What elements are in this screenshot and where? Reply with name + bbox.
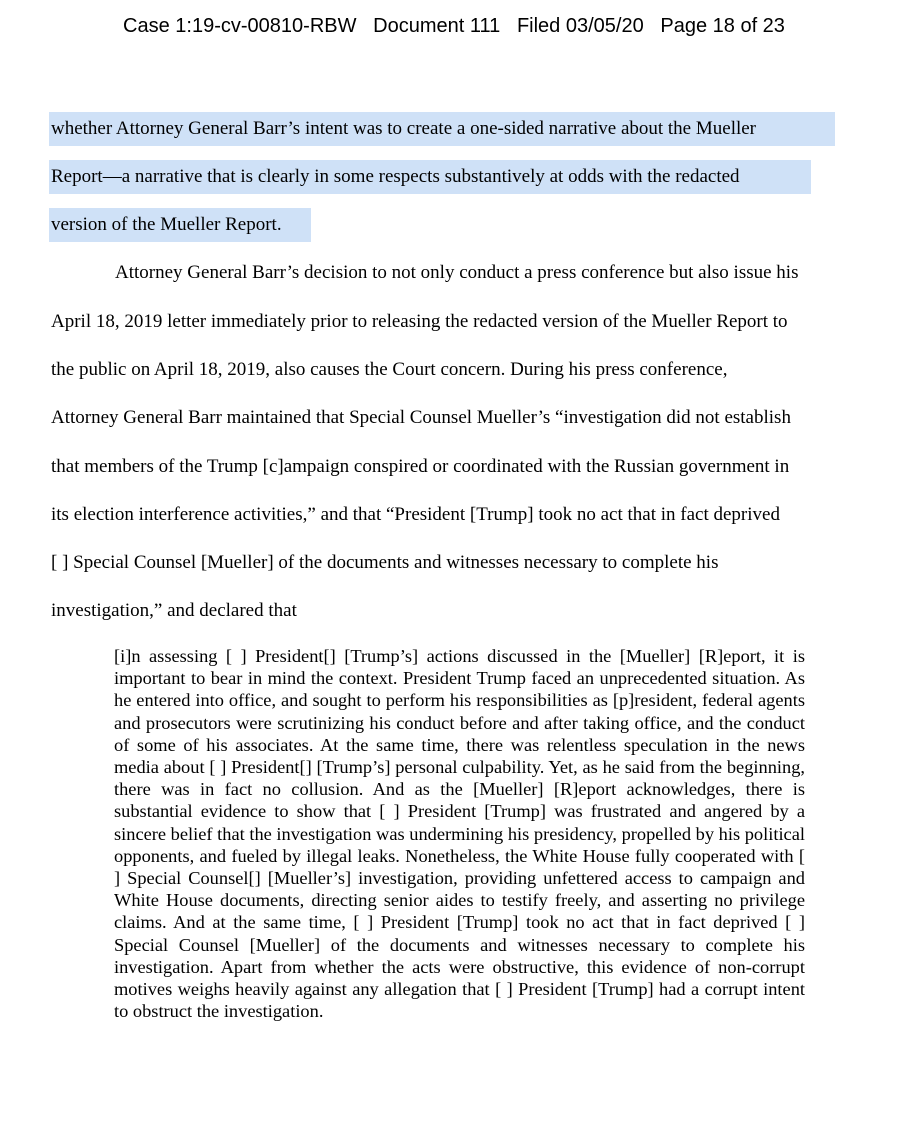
paragraph-line: April 18, 2019 letter immediately prior to releasing the redacted version of the Mueller Report to (51, 311, 788, 332)
paragraph-line: investigation,” and declared that (51, 600, 297, 621)
paragraph-line: [ ] Special Counsel [Mueller] of the documents and witnesses necessary to complete his (51, 552, 719, 573)
highlighted-line: whether Attorney General Barr’s intent was to create a one-sided narrative about the Mueller (51, 118, 757, 139)
highlighted-line: Report—a narrative that is clearly in some respects substantively at odds with the redacted (51, 166, 740, 187)
document-header (0, 12, 908, 40)
paragraph-line: that members of the Trump [c]ampaign conspired or coordinated with the Russian government in (51, 456, 790, 477)
block-quote: [i]n assessing [ ] President[] [Trump’s] actions discussed in the [Mueller] [R]eport, it is important to bear in mind the context. President Trump faced an unprecedented situation. As he entered into office, and sought to perform his responsibilities as [p]resident, federal agents and prosecutors were scrutinizing his conduct before and after taking office, and the conduct of some of his associates. At the same time, there was relentless speculation in the news media about [ ] President[] [Trump’s] personal culpability. Yet, as he said from the beginning, there was in fact no collusion. And as the [Mueller] [R]eport acknowledges, there is substantial evidence to show that [ ] President [Trump] was frustrated and angered by a sincere belief that the investigation was undermining his presidency, propelled by his political opponents, and fueled by illegal leaks. Nonetheless, the White House fully cooperated with [ ] Special Counsel[] [Mueller’s] investigation, providing unfettered access to campaign and White House documents, directing senior aides to testify freely, and asserting no privilege claims. And at the same time, [ ] President [Trump] took no act that in fact deprived [ ] Special Counsel [Mueller] of the documents and witnesses necessary to complete his investigation. Apart from whether the acts were obstructive, this evidence of non-corrupt motives weighs heavily against any allegation that [ ] President [Trump] had a corrupt intent to obstruct the investigation. (114, 646, 805, 1022)
document-number: Document 111 (373, 15, 501, 37)
paragraph-first-line: Attorney General Barr’s decision to not only conduct a press conference but also issue his (115, 262, 799, 283)
highlighted-line: version of the Mueller Report. (51, 214, 282, 235)
page-number: Page 18 of 23 (660, 15, 785, 37)
filed-date: Filed 03/05/20 (516, 15, 644, 37)
case-number: Case 1:19-cv-00810-RBW (123, 15, 357, 37)
paragraph-line: Attorney General Barr maintained that Special Counsel Mueller’s “investigation did not establish (51, 407, 791, 428)
paragraph-line: its election interference activities,” and that “President [Trump] took no act that in fact deprived (51, 504, 780, 525)
paragraph-line: the public on April 18, 2019, also causes the Court concern. During his press conference, (51, 359, 728, 380)
